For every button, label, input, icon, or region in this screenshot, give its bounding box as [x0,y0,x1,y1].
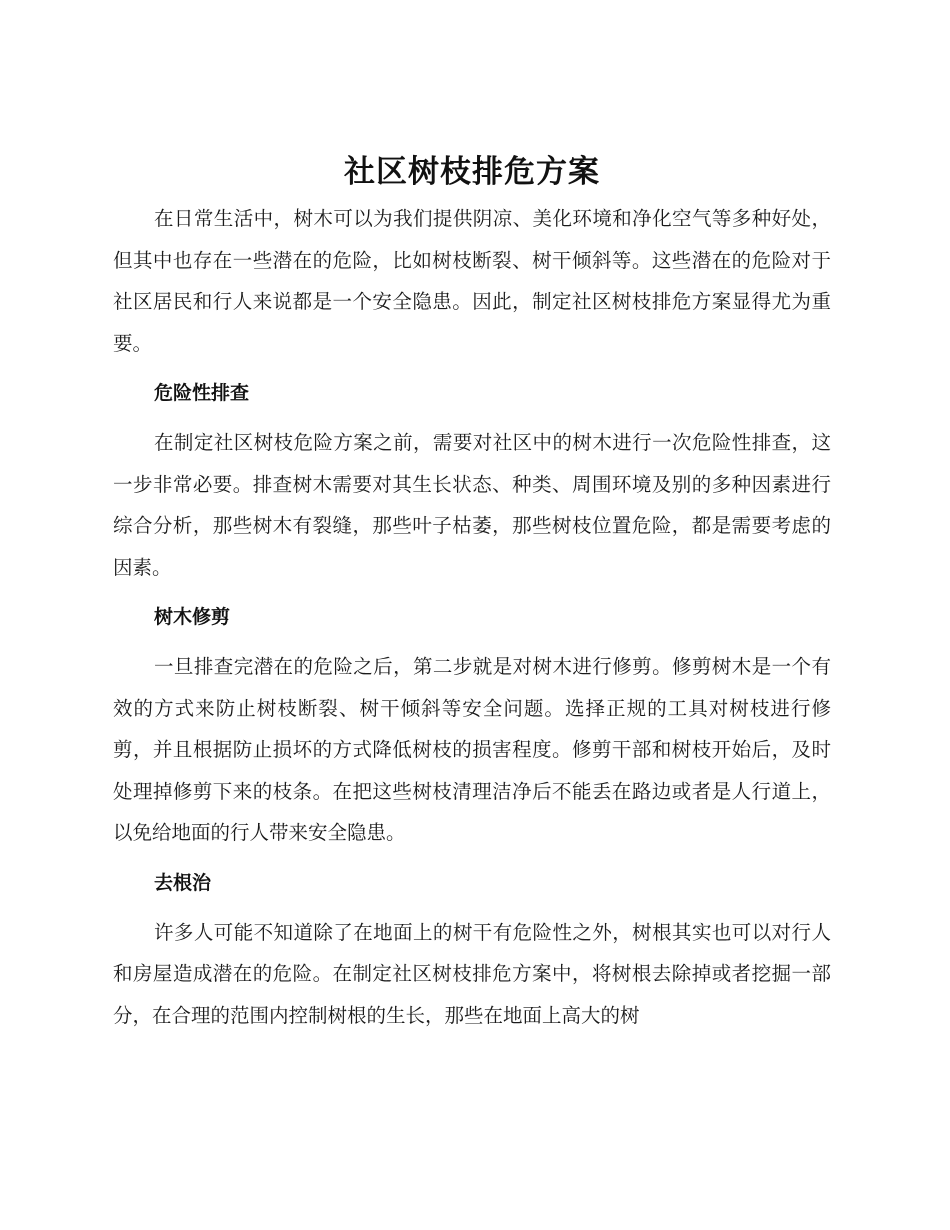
section-heading-tree-pruning: 树木修剪 [154,606,231,628]
section-body-hazard-check: 在制定社区树枝危险方案之前，需要对社区中的树木进行一次危险性排查，这一步非常必要。排查树木需要对其生长状态、种类、周围环境及别的多种因素进行综合分析，那些树木有裂缝，那些叶子枯萎，那些树枝位置危险，都是需要考虑的因素。 [113,431,831,579]
intro-paragraph: 在日常生活中，树木可以为我们提供阴凉、美化环境和净化空气等多种好处，但其中也存在一些潜在的危险，比如树枝断裂、树干倾斜等。这些潜在的危险对于社区居民和行人来说都是一个安全隐患。因此，制定社区树枝排危方案显得尤为重要。 [113,207,831,355]
document-title: 社区树枝排危方案 [344,154,600,190]
section-body-root-removal: 许多人可能不知道除了在地面上的树干有危险性之外，树根其实也可以对行人和房屋造成潜在的危险。在制定社区树枝排危方案中，将树根去除掉或者挖掘一部分，在合理的范围内控制树根的生长，那些在地面上高大的树 [113,920,831,1027]
document-page [113,150,831,1036]
section-heading-hazard-check: 危险性排查 [154,382,250,404]
section-heading-root-removal: 去根治 [154,871,212,894]
section-body-tree-pruning: 一旦排查完潜在的危险之后，第二步就是对树木进行修剪。修剪树木是一个有效的方式来防止树枝断裂、树干倾斜等安全问题。选择正规的工具对树枝进行修剪，并且根据防止损坏的方式降低树枝的损害程度。修剪干部和树枝开始后，及时处理掉修剪下来的枝条。在把这些树枝清理洁净后不能丢在路边或者是人行道上，以免给地面的行人带来安全隐患。 [113,655,831,844]
